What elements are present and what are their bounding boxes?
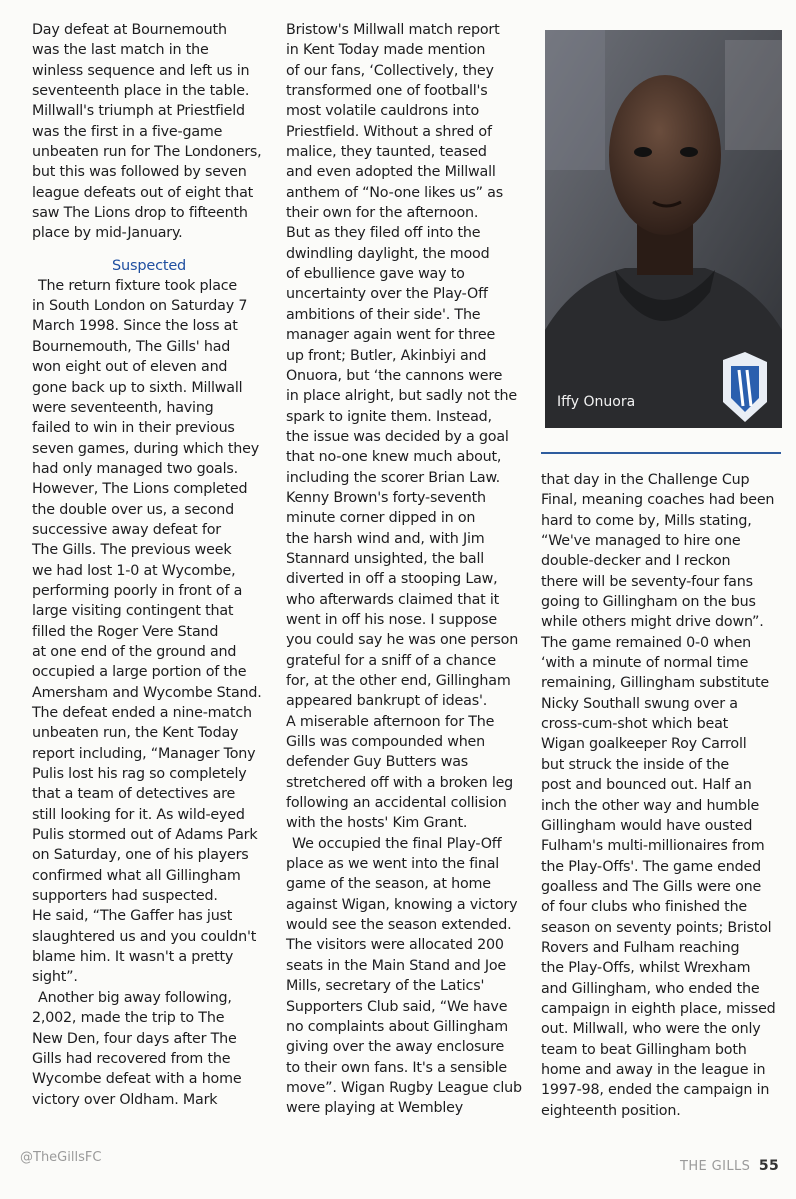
social-handle: @TheGillsFC — [20, 1150, 102, 1165]
player-photo — [545, 30, 782, 428]
paragraph: Bristow's Millwall match report in Kent Today made mention of our fans, ‘Collectively, they transformed one of football's most volatile cauldrons into Priestfield. Without a shred of malice, they taunted, teased and even adopted the Millwall anthem of “No-one likes us” as their own for the afternoon. But as they filed off into the dwindling daylight, the mood of ebullience gave way to uncertainty over the Play-Off ambitions of their side'. The manager again went for three up front; Butler, Akinbiyi and Onuora, but ‘the cannons were in place alright, but sadly not the spark to ignite them. Instead, the issue was decided by a goal that no-one knew much about, including the scorer Brian Law. Kenny Brown's forty-seventh minute corner dipped in on the harsh wind and, with Jim Stannard unsighted, the ball diverted in off a stooping Law, who afterwards claimed that it went in off his nose. I suppose you could say he was one person grateful for a sniff of a chance for, at the other end, Gillingham appeared bankrupt of ideas'. A miserable afternoon for The Gills was compounded when defender Guy Butters was stretchered off with a broken leg following an accidental collision with the hosts' Kim Grant. — [286, 22, 519, 832]
paragraph: that day in the Challenge Cup Final, meaning coaches had been hard to come by, Mills stating, “We've managed to hire one double-decker and I reckon there will be seventy-four fans going to Gillingham on the bus while others might drive down”. The game remained 0-0 when ‘with a minute of normal time remaining, Gillingham substitute Nicky Southall swung over a cross-cum-shot which beat Wigan goalkeeper Roy Carroll but struck the inside of the post and bounced out. Half an inch the other way and humble Gillingham would have ousted Fulham's multi-millionaires from the Play-Offs'. The game ended goalless and The Gills were one of four clubs who finished the season on seventy points; Bristol Rovers and Fulham reaching the Play-Offs, whilst Wrexham and Gillingham, who ended the campaign in eighth place, missed out. Millwall, who were the only team to beat Gillingham both home and away in the league in 1997-98, ended the campaign in eighteenth position. — [541, 472, 776, 1119]
page-number: 55 — [758, 1158, 780, 1174]
paragraph: The return fixture took place in South London on Saturday 7 March 1998. Since the loss at Bournemouth, The Gills' had won eight out of eleven and gone back up to sixth. Millwall were seventeenth, having failed to win in their previous seven games, during which they had only managed two goals. However, The Lions completed the double over us, a second successive away defeat for The Gills. The previous week we had lost 1-0 at Wycombe, performing poorly in front of a large visiting contingent that filled the Roger Vere Stand at one end of the ground and occupied a large portion of the Amersham and Wycombe Stand. The defeat ended a nine-match unbeaten run, the Kent Today report including, “Manager Tony Pulis lost his rag so completely that a team of detectives are still looking for it. As wild-eyed Pulis stormed out of Adams Park on Saturday, one of his players confirmed what all Gillingham supporters had suspected. He said, “The Gaffer has just slaughtered us and you couldn't blame him. It wasn't a pretty sight”. — [32, 277, 262, 986]
article-column-2 — [286, 20, 529, 1119]
divider-rule — [541, 452, 781, 454]
player-portrait-illustration — [545, 30, 782, 428]
photo-caption: Iffy Onuora — [557, 394, 636, 410]
page-footer — [680, 1158, 779, 1174]
paragraph: We occupied the final Play-Off place as we went into the final game of the season, at home against Wigan, knowing a victory would see the season extended. The visitors were allocated 200 seats in the Main Stand and Joe Mills, secretary of the Latics' Supporters Club said, “We have no complaints about Gillingham giving over the away enclosure to their own fans. It's a sensible move”. Wigan Rugby League club were playing at Wembley — [286, 835, 522, 1117]
section-subheading: Suspected — [112, 257, 187, 274]
paragraph: Another big away following, 2,002, made the trip to The New Den, four days after The Gills had recovered from the Wycombe defeat with a home victory over Oldham. Mark — [32, 989, 242, 1108]
paragraph: Day defeat at Bournemouth was the last match in the winless sequence and left us in seventeenth place in the table. Millwall's triumph at Priestfield was the first in a five-game unbeaten run for The Londoners, but this was followed by seven league defeats out of eight that saw The Lions drop to fifteenth place by mid-January. — [32, 22, 262, 242]
article-column-3 — [541, 470, 781, 1121]
article-column-1 — [32, 20, 274, 1110]
magazine-name: THE GILLS — [680, 1159, 751, 1174]
